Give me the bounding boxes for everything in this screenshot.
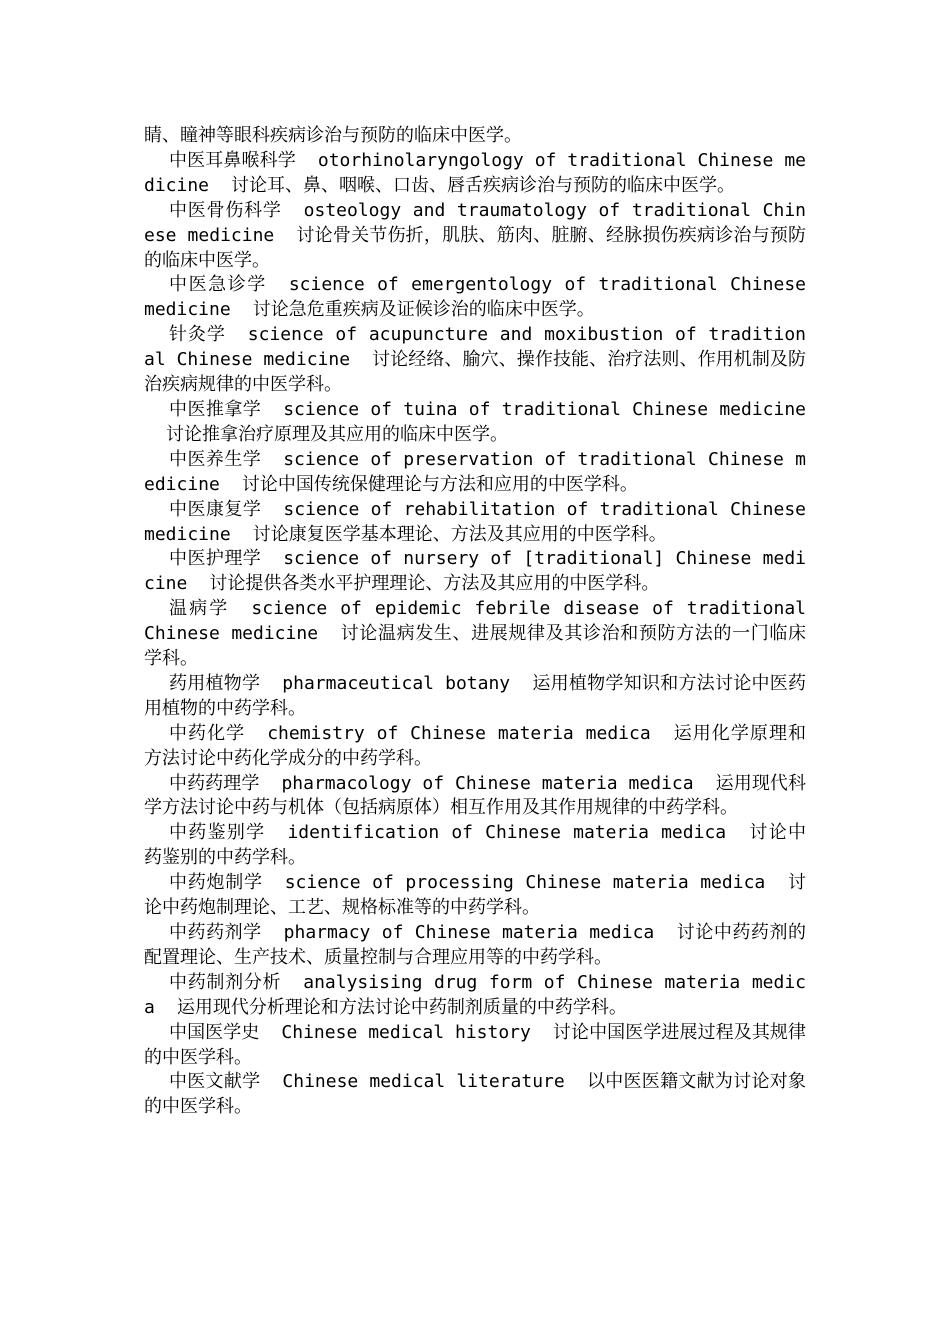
- entry-definition: 以中医医籍文献为讨论对象的中医学科。: [144, 1071, 807, 1118]
- entry-definition: 运用现代分析理论和方法讨论中药制剂质量的中药学科。: [176, 996, 627, 1018]
- entry-term: 中医急诊学: [169, 274, 267, 296]
- entry-term: 中医耳鼻喉科学: [169, 149, 296, 171]
- entry-english: science of preservation of traditional Chinese medicine: [144, 448, 807, 495]
- entry-term: 中药鉴别学: [169, 822, 266, 844]
- entry-definition: 讨论骨关节伤折，肌肤、筋肉、脏腑、经脉损伤疾病诊治与预防的临床中医学。: [144, 224, 806, 271]
- entry-term: 中国医学史: [169, 1021, 260, 1043]
- glossary-entry: [144, 597, 806, 672]
- entry-definition: 运用植物学知识和方法讨论中医药用植物的中药学科。: [144, 672, 807, 719]
- entry-term: 中药炮制学: [169, 872, 263, 894]
- glossary-entry: [144, 1070, 806, 1120]
- glossary-entry: [144, 871, 806, 921]
- entry-definition: 讨论中药鉴别的中药学科。: [144, 822, 807, 869]
- entry-english: science of processing Chinese materia medica: [284, 872, 766, 894]
- entry-definition: 讨论推拿治疗原理及其应用的临床中医学。: [166, 423, 508, 445]
- entry-definition: 讨论经络、腧穴、操作技能、治疗法则、作用机制及防治疾病规律的中医学科。: [144, 349, 806, 396]
- glossary-entry: [144, 772, 806, 822]
- entry-definition: 运用现代科学方法讨论中药与机体（包括病原体）相互作用及其作用规律的中药学科。: [144, 772, 807, 819]
- entry-english: pharmacy of Chinese materia medica: [283, 922, 655, 943]
- entry-definition: 讨论中药药剂的配置理论、生产技术、质量控制与合理应用等的中药学科。: [144, 922, 806, 968]
- entry-definition: 讨论急危重疾病及证候诊治的临床中医学。: [252, 299, 595, 321]
- entry-term: 中药药理学: [169, 772, 260, 794]
- entry-term: 中药制剂分析: [169, 971, 282, 993]
- entry-term: 中医推拿学: [169, 398, 262, 420]
- entry-term: 针灸学: [169, 324, 226, 346]
- entry-term: 中药化学: [169, 722, 246, 744]
- entry-definition: 讨论温病发生、进展规律及其诊治和预防方法的一门临床学科。: [144, 623, 806, 670]
- entry-english: pharmaceutical botany: [282, 672, 511, 694]
- glossary-entry: [144, 149, 806, 199]
- entry-term: 中医康复学: [169, 498, 262, 520]
- entry-english: science of emergentology of traditional Chinese medicine: [144, 274, 806, 321]
- entry-english: pharmacology of Chinese materia medica: [281, 772, 694, 794]
- glossary-entry: [144, 672, 806, 722]
- entry-definition: 讨论中药炮制理论、工艺、规格标准等的中药学科。: [144, 872, 807, 919]
- entry-term: 药用植物学: [169, 672, 261, 694]
- entry-continuation: [144, 124, 806, 149]
- entry-definition: 讨论中国医学进展过程及其规律的中医学科。: [144, 1021, 807, 1068]
- continuation-text: 睛、瞳神等眼科疾病诊治与预防的临床中医学。: [144, 125, 522, 146]
- entry-definition: 讨论提供各类水平护理理论、方法及其应用的中医学科。: [209, 573, 660, 595]
- glossary-entry: [144, 821, 806, 871]
- entry-english: chemistry of Chinese materia medica: [267, 722, 651, 744]
- glossary-entry: [144, 398, 806, 448]
- entry-definition: 讨论中国传统保健理论与方法和应用的中医学科。: [241, 473, 638, 495]
- glossary-entry: [144, 921, 806, 971]
- glossary-entry: [144, 448, 806, 498]
- entry-english: Chinese medical literature: [282, 1071, 565, 1093]
- glossary-entry: [144, 199, 806, 274]
- entry-english: osteology and traumatology of traditional Chinese medicine: [144, 199, 807, 246]
- glossary-entry: [144, 971, 806, 1021]
- entry-english: identification of Chinese materia medica: [287, 822, 727, 844]
- entry-definition: 讨论耳、鼻、咽喉、口齿、唇舌疾病诊治与预防的临床中医学。: [231, 174, 736, 196]
- entry-english: science of nursery of [traditional] Chinese medicine: [144, 548, 807, 595]
- document-page: [144, 124, 806, 1120]
- glossary-entry: [144, 323, 806, 398]
- entry-english: Chinese medical history: [281, 1021, 531, 1043]
- glossary-entry: [144, 498, 806, 548]
- entry-english: science of acupuncture and moxibustion of traditional Chinese medicine: [144, 324, 807, 371]
- entry-term: 中医护理学: [169, 548, 262, 570]
- glossary-entry: [144, 722, 806, 772]
- entry-term: 中药药剂学: [169, 922, 262, 943]
- entry-term: 中医文献学: [169, 1071, 261, 1093]
- entry-definition: 讨论康复医学基本理论、方法及其应用的中医学科。: [252, 523, 667, 545]
- entry-english: science of rehabilitation of traditional Chinese medicine: [144, 498, 807, 545]
- entry-english: science of epidemic febrile disease of traditional Chinese medicine: [144, 598, 806, 645]
- glossary-entry: [144, 1021, 806, 1071]
- entry-term: 温病学: [169, 598, 230, 620]
- entry-english: analysising drug form of Chinese materia medica: [144, 971, 806, 1018]
- glossary-entry: [144, 273, 806, 323]
- entry-english: otorhinolaryngology of traditional Chinese medicine: [144, 149, 807, 196]
- glossary-entry: [144, 547, 806, 597]
- entry-term: 中医养生学: [169, 448, 262, 470]
- entry-term: 中医骨伤科学: [169, 199, 282, 221]
- entry-definition: 运用化学原理和方法讨论中药化学成分的中药学科。: [144, 722, 806, 769]
- entry-english: science of tuina of traditional Chinese medicine: [283, 398, 807, 420]
